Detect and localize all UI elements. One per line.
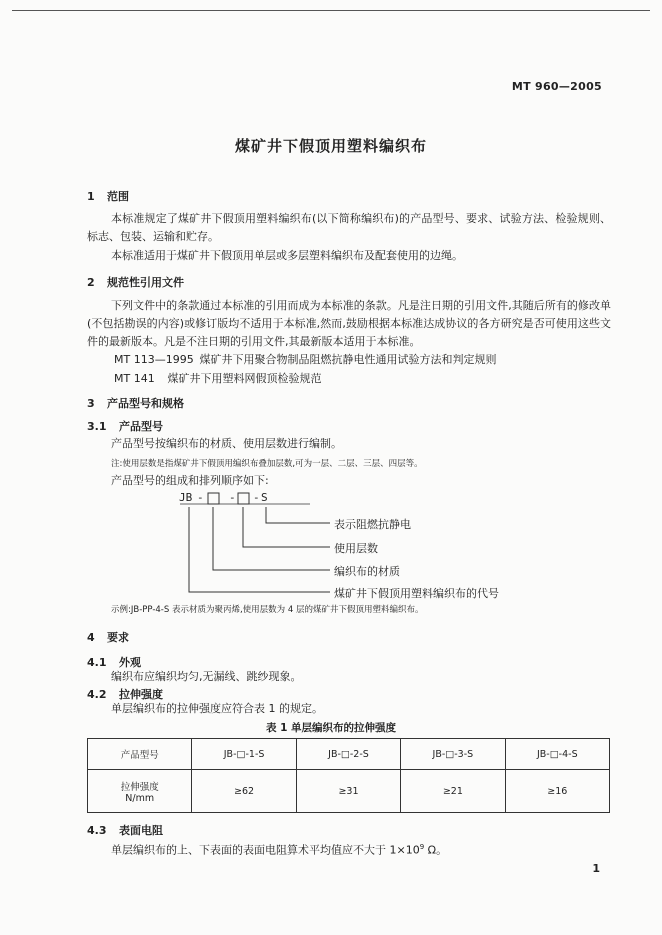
material-placeholder-box <box>208 493 219 504</box>
row-label-line-2: N/mm <box>125 792 155 804</box>
reference-item <box>114 351 497 367</box>
reference-title: 煤矿井下用聚合物制品阻燃抗静电性通用试验方法和判定规则 <box>199 353 497 366</box>
subsection-title: 拉伸强度 <box>119 688 163 701</box>
layers-placeholder-box <box>238 493 249 504</box>
reference-code: MT 141 <box>114 372 155 385</box>
section-2-heading <box>87 274 184 290</box>
subsection-3-1-heading <box>87 418 163 434</box>
label-material: 编织布的材质 <box>334 565 400 578</box>
section-4-1-paragraph: 编织布应编织均匀,无漏线、跳纱现象。 <box>111 670 302 683</box>
section-3-paragraph-1: 产品型号按编织布的材质、使用层数进行编制。 <box>111 437 342 450</box>
subsection-number: 4.1 <box>87 656 107 669</box>
section-1-heading <box>87 188 129 204</box>
leader-line-material <box>213 507 330 570</box>
subsection-4-3-heading <box>87 822 163 838</box>
resistance-exponent: 9 <box>419 843 425 851</box>
code-dash: - <box>229 491 236 504</box>
subsection-title: 表面电阻 <box>119 824 163 837</box>
section-number: 1 <box>87 190 95 203</box>
section-4-2-paragraph: 单层编织布的拉伸强度应符合表 1 的规定。 <box>111 702 323 715</box>
subsection-number: 4.3 <box>87 824 107 837</box>
standard-number: MT 960—2005 <box>511 80 602 93</box>
leader-line-layers <box>243 507 330 547</box>
leader-line-s <box>266 507 330 523</box>
label-flame-retardant: 表示阻燃抗静电 <box>334 518 411 531</box>
table-header-model: JB-□-1-S <box>192 739 296 770</box>
reference-title: 煤矿井下用塑料网假顶检验规范 <box>167 372 322 385</box>
code-s: S <box>261 491 268 504</box>
subsection-number: 3.1 <box>87 420 107 433</box>
tensile-strength-table <box>87 738 610 813</box>
section-title: 范围 <box>107 190 129 203</box>
table-header-row <box>88 739 610 770</box>
leader-line-jb <box>189 507 330 592</box>
section-4-3-paragraph <box>111 838 447 860</box>
table-header-model: JB-□-4-S <box>505 739 609 770</box>
section-title: 要求 <box>107 631 129 644</box>
section-3-heading <box>87 395 184 411</box>
code-dash: - <box>197 491 204 504</box>
label-jb: 煤矿井下假顶用塑料编织布的代号 <box>334 587 499 600</box>
subsection-title: 产品型号 <box>119 420 163 433</box>
resistance-unit: Ω。 <box>424 843 448 857</box>
table-header-model: JB-□-3-S <box>401 739 505 770</box>
table-header-label: 产品型号 <box>88 739 192 770</box>
table-row-label <box>88 770 192 813</box>
section-title: 产品型号和规格 <box>107 397 184 410</box>
table-header-model: JB-□-2-S <box>296 739 400 770</box>
section-1-paragraph-1: 本标准规定了煤矿井下假顶用塑料编织布(以下简称编织布)的产品型号、要求、试验方法、检验规则、标志、包装、运输和贮存。 <box>87 212 611 243</box>
code-example: 示例:JB-PP-4-S 表示材质为聚丙烯,使用层数为 4 层的煤矿井下假顶用塑料编织布。 <box>111 605 424 615</box>
table-cell: ≥62 <box>192 770 296 813</box>
table-row <box>88 770 610 813</box>
section-1-paragraph-2: 本标准适用于煤矿井下假顶用单层或多层塑料编织布及配套使用的边绳。 <box>111 249 463 262</box>
table-cell: ≥16 <box>505 770 609 813</box>
row-label-line-1: 拉伸强度 <box>120 781 159 793</box>
code-jb: JB <box>179 491 193 504</box>
section-2-paragraph: 下列文件中的条款通过本标准的引用而成为本标准的条款。凡是注日期的引用文件,其随后所有的修改单(不包括勘误的内容)或修订版均不适用于本标准,然而,鼓励根据本标准达成协议的各方研究是否可使用这些文件的最新版本。凡是不注日期的引用文件,其最新版本适用于本标准。 <box>87 299 611 348</box>
section-number: 2 <box>87 276 95 289</box>
page-number: 1 <box>592 862 600 875</box>
section-4-heading <box>87 629 129 645</box>
table-cell: ≥31 <box>296 770 400 813</box>
section-title: 规范性引用文件 <box>107 276 184 289</box>
section-number: 4 <box>87 631 95 644</box>
label-layers: 使用层数 <box>334 542 378 555</box>
section-3-paragraph-2: 产品型号的组成和排列顺序如下: <box>111 474 269 487</box>
section-number: 3 <box>87 397 95 410</box>
header-rule <box>12 10 650 11</box>
table-caption: 表 1 单层编织布的拉伸强度 <box>265 722 397 734</box>
reference-item <box>114 370 322 386</box>
section-3-note: 注:使用层数是指煤矿井下假顶用编织布叠加层数,可为一层、二层、三层、四层等。 <box>111 459 423 469</box>
document-title: 煤矿井下假顶用塑料编织布 <box>234 137 427 155</box>
code-structure-diagram <box>170 490 340 600</box>
code-dash: - <box>253 491 260 504</box>
subsection-number: 4.2 <box>87 688 107 701</box>
reference-code: MT 113—1995 <box>114 353 194 366</box>
resistance-text: 单层编织布的上、下表面的表面电阻算术平均值应不大于 1×10 <box>111 843 420 857</box>
table-cell: ≥21 <box>401 770 505 813</box>
subsection-title: 外观 <box>119 656 141 669</box>
